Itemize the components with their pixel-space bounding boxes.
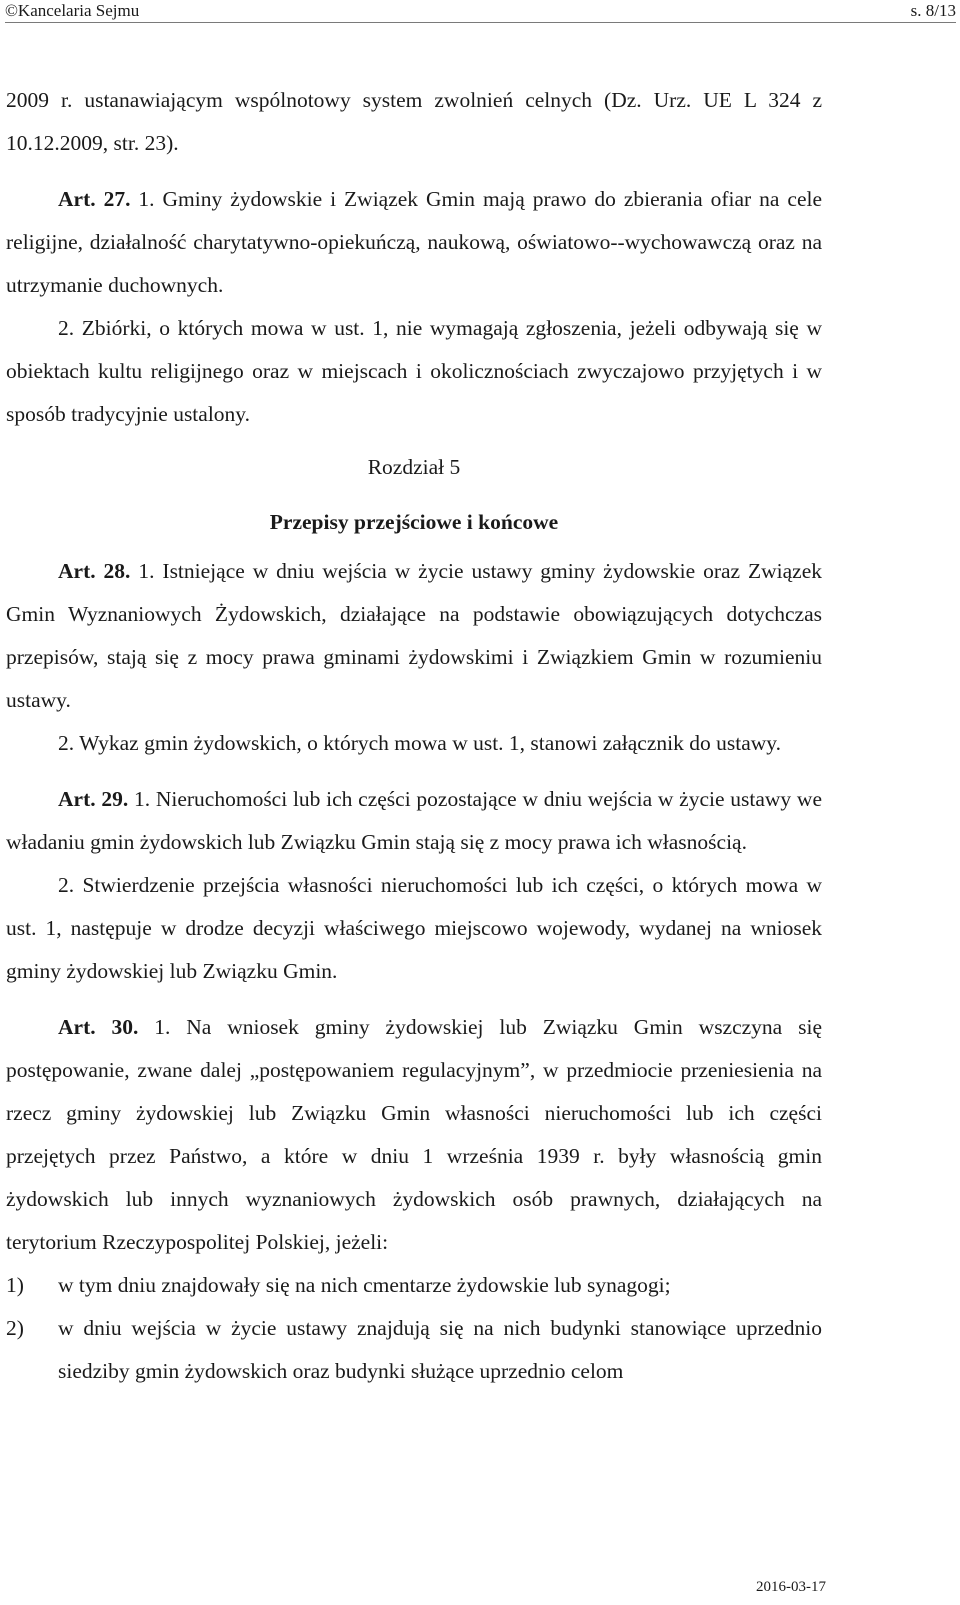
art-30-label: Art. 30. (58, 1015, 139, 1039)
list-item-number: 2) (6, 1316, 24, 1340)
page-header (5, 0, 956, 23)
art-27-ust-2: 2. Zbiórki, o których mowa w ust. 1, nie wymagają zgłoszenia, jeżeli odbywają się w obiektach kultu religijnego oraz w miejscach i okolicznościach zwyczajowo przyjętych i w sposób tradycyjnie ustalony. (6, 316, 822, 426)
art-27-label: Art. 27. (58, 187, 131, 211)
art-28-ust-1 (6, 550, 822, 722)
art-28-label: Art. 28. (58, 559, 131, 583)
list-item (6, 1307, 822, 1393)
art-27-ust-1-text: 1. Gminy żydowskie i Związek Gmin mają prawo do zbierania ofiar na cele religijne, działalność charytatywno-opiekuńczą, naukową, oświatowo-‑wychowawczą oraz na utrzymanie duchownych. (6, 187, 823, 297)
art-28-ust-1-text: 1. Istniejące w dniu wejścia w życie ustawy gminy żydowskie oraz Związek Gmin Wyznaniowych Żydowskich, działające na podstawie obowiązujących dotychczas przepisów, stają się z mocy prawa gminami żydowskimi i Związkiem Gmin w rozumieniu ustawy. (6, 559, 823, 712)
list-item-number: 1) (6, 1273, 24, 1297)
document-body (6, 79, 822, 1393)
paragraph-continuation: 2009 r. ustanawiającym wspólnotowy system zwolnień celnych (Dz. Urz. UE L 324 z 10.12.2009, str. 23). (6, 88, 822, 155)
art-29-label: Art. 29. (58, 787, 129, 811)
list-item-text: w dniu wejścia w życie ustawy znajdują się na nich budynki stanowiące uprzednio siedziby gmin żydowskich oraz budynki służące uprzednio celom (58, 1316, 822, 1383)
chapter-number: Rozdział 5 (367, 455, 461, 479)
header-publisher: ©Kancelaria Sejmu (5, 1, 140, 20)
art-30-ust-1-text: 1. Na wniosek gminy żydowskiej lub Związku Gmin wszczyna się postępowanie, zwane dalej „postępowaniem regulacyjnym”, w przedmiocie przeniesienia na rzecz gminy żydowskiej lub Związku Gmin własności nieruchomości lub ich części przejętych przez Państwo, a które w dniu 1 września 1939 r. były własnością gmin żydowskich lub innych wyznaniowych żydowskich osób prawnych, działających na terytorium Rzeczypospolitej Polskiej, jeżeli: (6, 1015, 822, 1254)
header-page-number: s. 8/13 (910, 1, 956, 20)
art-27-ust-1 (6, 178, 822, 307)
art-30-ust-1 (6, 1006, 822, 1264)
list-item-text: w tym dniu znajdowały się na nich cmentarze żydowskie lub synagogi; (58, 1273, 671, 1297)
footer-date: 2016-03-17 (756, 1579, 826, 1595)
art-29-ust-1-text: 1. Nieruchomości lub ich części pozostające w dniu wejścia w życie ustawy we władaniu gmin żydowskich lub Związku Gmin stają się z mocy prawa ich własnością. (6, 787, 822, 854)
chapter-title: Przepisy przejściowe i końcowe (269, 510, 559, 534)
list-item (6, 1264, 822, 1307)
art-29-ust-1 (6, 778, 822, 864)
art-29-ust-2: 2. Stwierdzenie przejścia własności nieruchomości lub ich części, o których mowa w ust. 1, następuje w drodze decyzji właściwego miejscowo wojewody, wydanej na wniosek gminy żydowskiej lub Związku Gmin. (6, 873, 822, 983)
art-28-ust-2: 2. Wykaz gmin żydowskich, o których mowa w ust. 1, stanowi załącznik do ustawy. (58, 731, 781, 755)
